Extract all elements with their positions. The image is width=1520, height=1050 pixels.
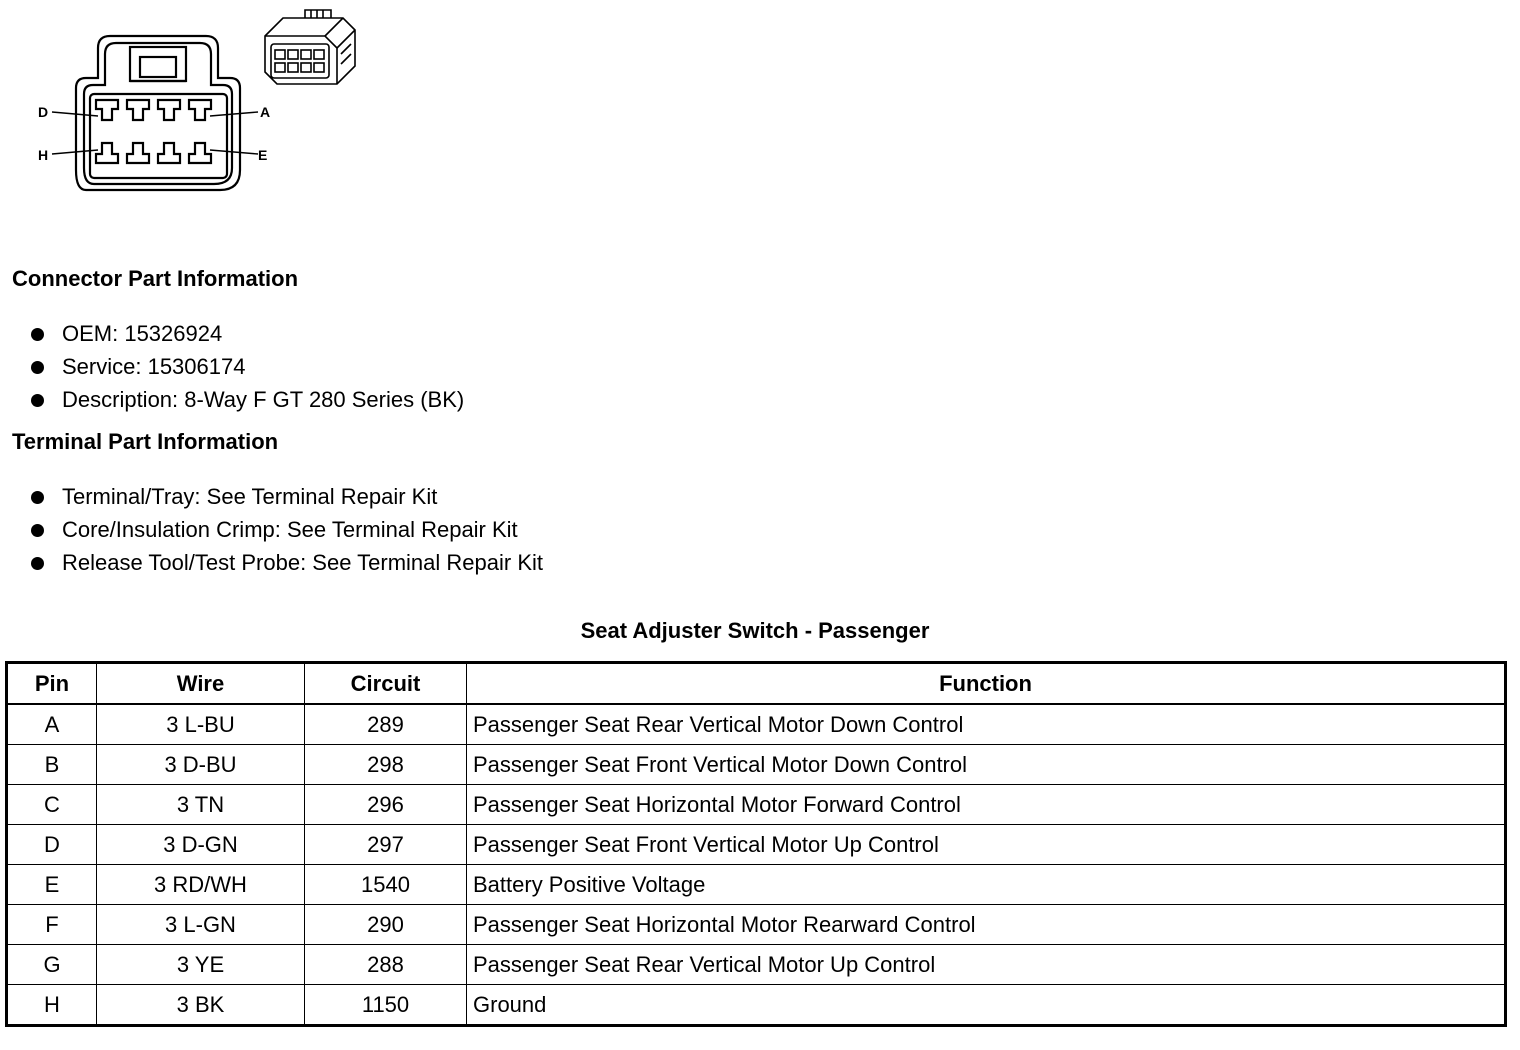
pin-label-e: E bbox=[258, 147, 268, 163]
connector-part-info-list bbox=[30, 317, 464, 416]
cell-function: Passenger Seat Front Vertical Motor Down Control bbox=[467, 745, 1506, 785]
cell-pin: H bbox=[7, 985, 97, 1026]
cell-circuit: 296 bbox=[305, 785, 467, 825]
bullet-icon bbox=[31, 394, 44, 407]
list-item-text: Core/Insulation Crimp: See Terminal Repair Kit bbox=[62, 517, 518, 542]
list-item bbox=[30, 383, 464, 416]
cell-circuit: 290 bbox=[305, 905, 467, 945]
cell-pin: B bbox=[7, 745, 97, 785]
list-item-text: Service: 15306174 bbox=[62, 354, 246, 379]
bullet-icon bbox=[31, 557, 44, 570]
cell-function: Passenger Seat Rear Vertical Motor Down Control bbox=[467, 704, 1506, 745]
connector-isometric-image bbox=[255, 8, 360, 86]
table-row bbox=[7, 905, 1506, 945]
cell-function: Passenger Seat Horizontal Motor Rearward Control bbox=[467, 905, 1506, 945]
terminal-part-info-heading: Terminal Part Information bbox=[12, 429, 279, 454]
table-title: Seat Adjuster Switch - Passenger bbox=[580, 618, 930, 643]
table-row bbox=[7, 865, 1506, 905]
cell-wire: 3 BK bbox=[97, 985, 305, 1026]
cell-pin: G bbox=[7, 945, 97, 985]
table-row bbox=[7, 704, 1506, 745]
list-item bbox=[30, 350, 464, 383]
list-item-text: OEM: 15326924 bbox=[62, 321, 223, 346]
header-wire: Wire bbox=[97, 663, 305, 705]
terminal-part-info-list bbox=[30, 480, 543, 579]
pin-label-a: A bbox=[260, 104, 271, 120]
table-row bbox=[7, 985, 1506, 1026]
list-item bbox=[30, 513, 543, 546]
cell-function: Passenger Seat Horizontal Motor Forward Control bbox=[467, 785, 1506, 825]
cell-wire: 3 L-GN bbox=[97, 905, 305, 945]
cell-function: Ground bbox=[467, 985, 1506, 1026]
cell-pin: F bbox=[7, 905, 97, 945]
connector-face-diagram bbox=[30, 30, 280, 200]
table-row bbox=[7, 785, 1506, 825]
list-item-text: Release Tool/Test Probe: See Terminal Repair Kit bbox=[62, 550, 543, 575]
pin-label-h: H bbox=[38, 147, 49, 163]
cell-wire: 3 YE bbox=[97, 945, 305, 985]
cell-pin: A bbox=[7, 704, 97, 745]
table-header-row bbox=[7, 663, 1506, 705]
cell-function: Passenger Seat Rear Vertical Motor Up Control bbox=[467, 945, 1506, 985]
cell-wire: 3 TN bbox=[97, 785, 305, 825]
connector-part-info-heading: Connector Part Information bbox=[12, 266, 299, 291]
header-circuit: Circuit bbox=[305, 663, 467, 705]
cell-circuit: 288 bbox=[305, 945, 467, 985]
cell-wire: 3 D-BU bbox=[97, 745, 305, 785]
header-pin: Pin bbox=[7, 663, 97, 705]
bullet-icon bbox=[31, 328, 44, 341]
list-item-text: Description: 8-Way F GT 280 Series (BK) bbox=[62, 387, 465, 412]
pin-label-d: D bbox=[38, 104, 49, 120]
bullet-icon bbox=[31, 524, 44, 537]
table-row bbox=[7, 945, 1506, 985]
cell-wire: 3 RD/WH bbox=[97, 865, 305, 905]
cell-pin: D bbox=[7, 825, 97, 865]
list-item bbox=[30, 317, 464, 350]
cell-circuit: 1540 bbox=[305, 865, 467, 905]
table-row bbox=[7, 825, 1506, 865]
table-row bbox=[7, 745, 1506, 785]
header-function: Function bbox=[467, 663, 1506, 705]
list-item bbox=[30, 546, 543, 579]
cell-function: Passenger Seat Front Vertical Motor Up Control bbox=[467, 825, 1506, 865]
cell-function: Battery Positive Voltage bbox=[467, 865, 1506, 905]
list-item bbox=[30, 480, 543, 513]
cell-circuit: 297 bbox=[305, 825, 467, 865]
cell-wire: 3 D-GN bbox=[97, 825, 305, 865]
bullet-icon bbox=[31, 491, 44, 504]
cell-pin: C bbox=[7, 785, 97, 825]
cell-pin: E bbox=[7, 865, 97, 905]
cell-circuit: 298 bbox=[305, 745, 467, 785]
cell-circuit: 289 bbox=[305, 704, 467, 745]
cell-circuit: 1150 bbox=[305, 985, 467, 1026]
list-item-text: Terminal/Tray: See Terminal Repair Kit bbox=[62, 484, 438, 509]
pin-table bbox=[5, 661, 1507, 1027]
bullet-icon bbox=[31, 361, 44, 374]
cell-wire: 3 L-BU bbox=[97, 704, 305, 745]
